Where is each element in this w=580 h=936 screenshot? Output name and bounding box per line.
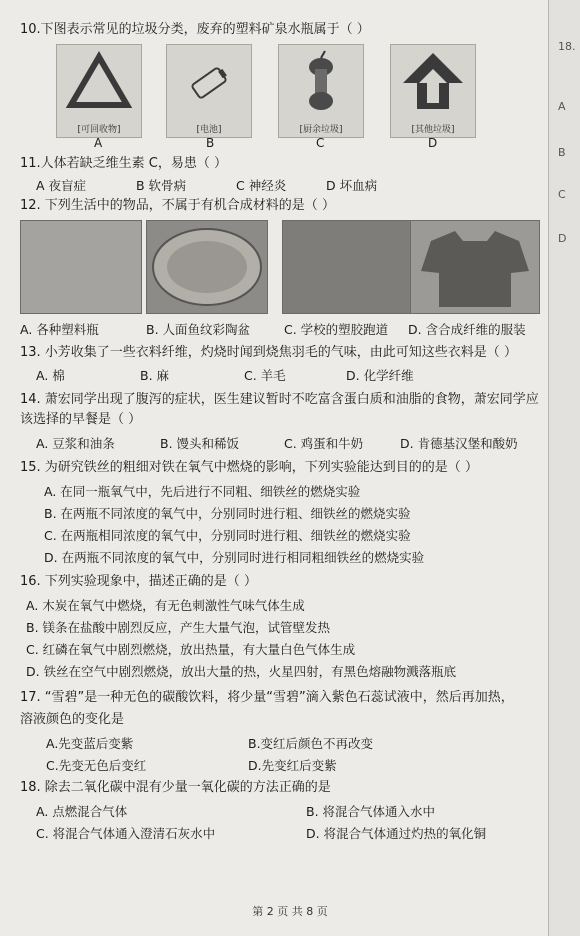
icon-caption: [厨余垃圾]	[299, 125, 343, 135]
option: D. 铁丝在空气中剧烈燃烧，放出大量的热，火星四射，有黑色熔融物溅落瓶底	[26, 664, 457, 679]
icon-caption: [其他垃圾]	[411, 125, 455, 135]
margin-label: C	[558, 188, 566, 201]
margin-label: A	[558, 100, 566, 113]
option: B. 麻	[140, 368, 170, 383]
option: A. 点燃混合气体	[36, 804, 128, 819]
material-photos	[20, 220, 540, 314]
battery-icon	[167, 45, 251, 121]
option: A.先变蓝后变紫	[46, 736, 134, 751]
basin-shape	[147, 221, 267, 313]
question-18-stem: 18. 除去二氧化碳中混有少量一氧化碳的方法正确的是	[20, 780, 331, 795]
plastic-track-photo	[282, 220, 418, 314]
page-number: 第 2 页 共 8 页	[252, 905, 328, 918]
margin-label: B	[558, 146, 566, 159]
option: B. 镁条在盐酸中剧烈反应，产生大量气泡，试管壁发热	[26, 620, 331, 635]
other-waste-card	[390, 44, 476, 138]
plastic-bottles-photo	[20, 220, 142, 314]
option: D. 肯德基汉堡和酸奶	[400, 436, 518, 451]
option-letter: D	[428, 136, 438, 150]
question-16-stem: 16. 下列实验现象中，描述正确的是（ ）	[20, 574, 257, 589]
option: D. 含合成纤维的服装	[408, 322, 526, 337]
option: D. 化学纤维	[346, 368, 414, 383]
option: C. 学校的塑胶跑道	[284, 322, 389, 337]
option: A. 豆浆和油条	[36, 436, 115, 451]
option: B. 馒头和稀饭	[160, 436, 240, 451]
option: B 软骨病	[136, 178, 187, 193]
option-letter: A	[94, 136, 103, 150]
adjacent-page-fragment	[548, 0, 580, 936]
option: A. 各种塑料瓶	[20, 322, 99, 337]
option: A 夜盲症	[36, 178, 87, 193]
option: C. 鸡蛋和牛奶	[284, 436, 364, 451]
recycle-icon	[57, 45, 141, 121]
margin-label: 18.	[558, 40, 576, 53]
question-17-stem-line1: 17. “雪碧”是一种无色的碳酸饮料，将少量“雪碧”滴入紫色石蕊试液中，然后再加热，	[20, 690, 514, 705]
option: B.变红后颜色不再改变	[248, 736, 374, 751]
option: B. 在两瓶不同浓度的氧气中，分别同时进行粗、细铁丝的燃烧实验	[44, 506, 411, 521]
waste-sort-icons	[56, 44, 476, 140]
icon-caption: [可回收物]	[77, 125, 121, 135]
clothing-shape	[411, 221, 539, 313]
painted-pottery-basin-photo	[146, 220, 268, 314]
option: C. 羊毛	[244, 368, 286, 383]
option: D. 在两瓶不同浓度的氧气中，分别同时进行相同粗细铁丝的燃烧实验	[44, 550, 425, 565]
battery-card	[166, 44, 252, 138]
question-10-stem: 10.下图表示常见的垃圾分类，废弃的塑料矿泉水瓶属于（ ）	[20, 22, 370, 37]
option: C. 红磷在氧气中剧烈燃烧，放出热量，有大量白色气体生成	[26, 642, 356, 657]
option: C. 在两瓶相同浓度的氧气中，分别同时进行粗、细铁丝的燃烧实验	[44, 528, 411, 543]
option: A. 木炭在氧气中燃烧，有无色刺激性气味气体生成	[26, 598, 305, 613]
synthetic-clothing-photo	[410, 220, 540, 314]
margin-label: D	[558, 232, 567, 245]
option: D. 将混合气体通过灼热的氧化铜	[306, 826, 487, 841]
question-13-stem: 13. 小芳收集了一些衣料纤维，灼烧时闻到烧焦羽毛的气味，由此可知这些衣料是（ ）	[20, 345, 517, 360]
option: C. 将混合气体通入澄清石灰水中	[36, 826, 216, 841]
option: C 神经炎	[236, 178, 287, 193]
option: D.先变红后变紫	[248, 758, 337, 773]
option-letter: C	[316, 136, 325, 150]
option: A. 棉	[36, 368, 65, 383]
option: A. 在同一瓶氧气中，先后进行不同粗、细铁丝的燃烧实验	[44, 484, 361, 499]
recycle-card	[56, 44, 142, 138]
icon-caption: [电池]	[196, 125, 222, 135]
kitchen-waste-card	[278, 44, 364, 138]
other-waste-icon	[391, 45, 475, 121]
question-14-stem-line2: 该选择的早餐是（ ）	[20, 412, 142, 427]
option: C.先变无色后变红	[46, 758, 147, 773]
question-12-stem: 12. 下列生活中的物品，不属于有机合成材料的是（ ）	[20, 198, 335, 213]
question-17-stem-line2: 溶液颜色的变化是	[20, 712, 125, 727]
question-14-stem-line1: 14. 萧宏同学出现了腹泻的症状，医生建议暂时不吃富含蛋白质和油脂的食物，萧宏同学应	[20, 392, 539, 407]
apple-core-icon	[279, 45, 363, 121]
option: B. 人面鱼纹彩陶盆	[146, 322, 251, 337]
question-15-stem: 15. 为研究铁丝的粗细对铁在氧气中燃烧的影响，下列实验能达到目的的是（ ）	[20, 460, 478, 475]
option: B. 将混合气体通入水中	[306, 804, 436, 819]
question-11-stem: 11.人体若缺乏维生素 C，易患（ ）	[20, 156, 228, 171]
option-letter: B	[206, 136, 215, 150]
option: D 坏血病	[326, 178, 378, 193]
